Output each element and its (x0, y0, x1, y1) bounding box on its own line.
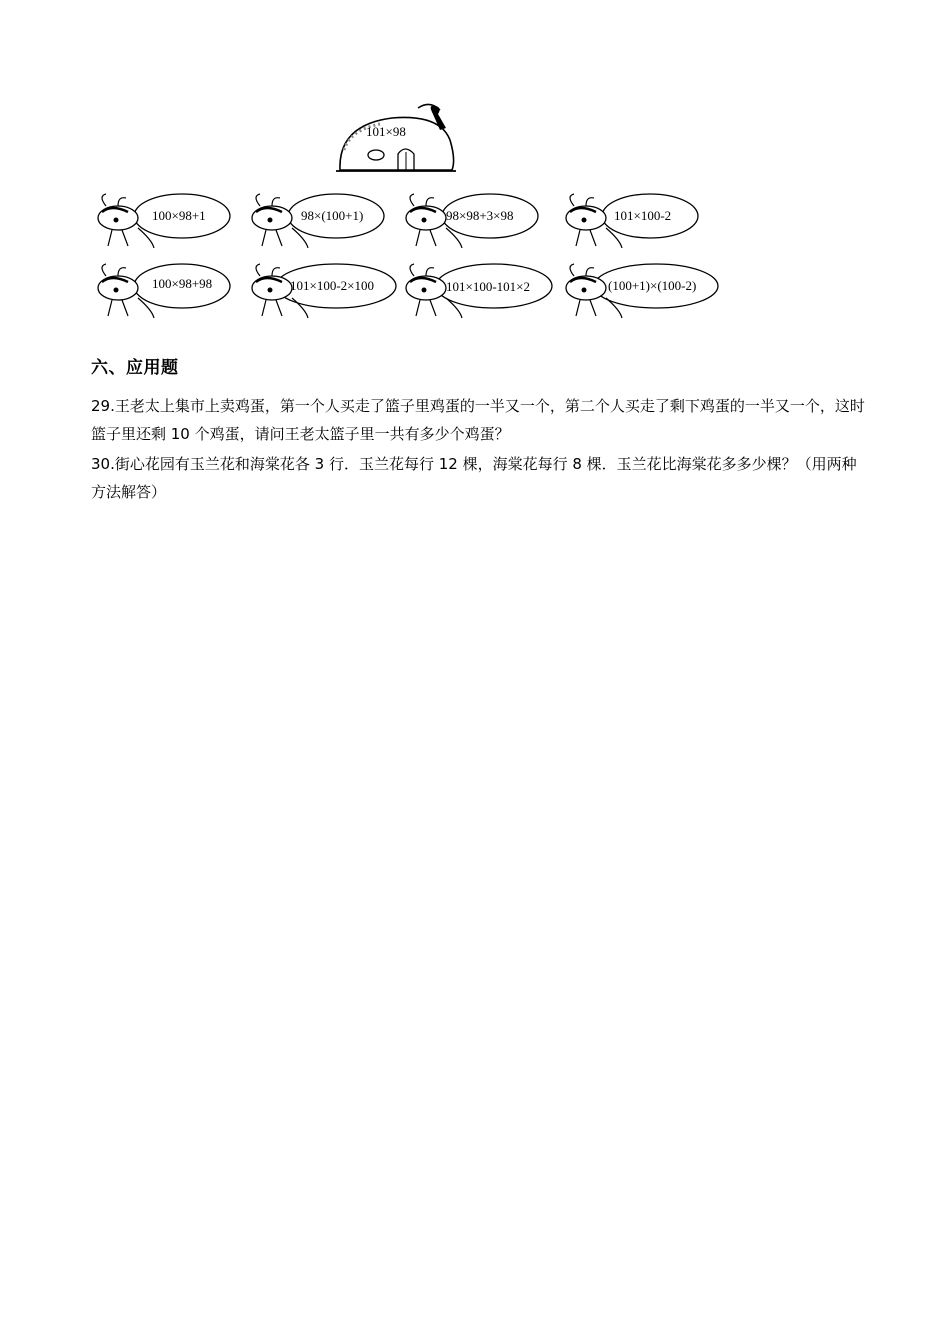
ant-4 (566, 194, 698, 248)
section-title: 六、应用题 (91, 358, 179, 378)
question-number: 30. (91, 455, 115, 473)
ant-label-2: 98×(100+1) (301, 208, 364, 223)
ant-8 (566, 264, 718, 318)
ant-label-1: 100×98+1 (152, 208, 206, 223)
ant-7 (406, 264, 552, 318)
ant-6 (252, 264, 396, 318)
mushroom-house (336, 104, 456, 171)
ant-label-7: 101×100-101×2 (446, 279, 530, 294)
ant-1 (98, 194, 230, 248)
question-number: 29. (91, 397, 115, 415)
question-text: 街心花园有玉兰花和海棠花各 3 行．玉兰花每行 12 棵，海棠花每行 8 棵．玉兰花比海棠花多多少棵？（用两种方法解答） (91, 455, 857, 501)
ant-label-5: 100×98+98 (152, 276, 213, 291)
ant-label-6: 101×100-2×100 (290, 278, 374, 293)
question-text: 王老太上集市上卖鸡蛋，第一个人买走了篮子里鸡蛋的一半又一个，第二个人买走了剩下鸡蛋的一半又一个，这时篮子里还剩 10 个鸡蛋，请问王老太篮子里一共有多少个鸡蛋？ (91, 397, 865, 443)
ant-label-4: 101×100-2 (614, 208, 672, 223)
question-30 (91, 450, 871, 506)
ant-2 (252, 194, 384, 248)
house-label: 101×98 (366, 124, 406, 139)
ant-label-8: (100+1)×(100-2) (608, 278, 697, 293)
ant-5 (98, 264, 230, 318)
ant-3 (406, 194, 538, 248)
ant-label-3: 98×98+3×98 (446, 208, 514, 223)
question-29 (91, 392, 871, 448)
ant-house-figure (0, 0, 950, 340)
